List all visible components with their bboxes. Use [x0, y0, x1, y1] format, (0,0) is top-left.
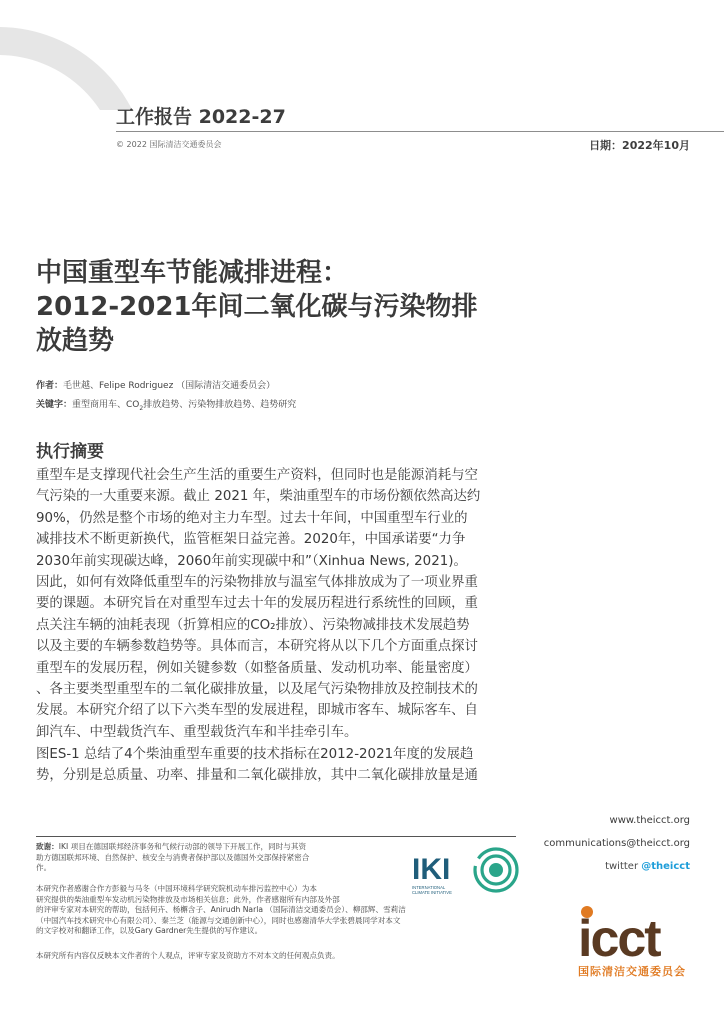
keywords-label: 关键字：	[36, 400, 73, 410]
icct-logo-text: icct	[578, 910, 660, 968]
acknowledgment-note	[36, 842, 396, 874]
footnote-line: 的文字校对和翻译工作，以及Gary Gardner先生提供的写作建议。	[36, 926, 263, 936]
authors-value: 毛世越、Felipe Rodriguez （国际清洁交通委员会）	[63, 381, 276, 391]
paragraph-line: 重型车的发展历程，例如关键参数（如整备质量、发动机功率、能量密度）	[36, 660, 478, 676]
copyright-notice: © 2022 国际清洁交通委员会	[116, 140, 222, 149]
paragraph-line: 重型车是支撑现代社会生产生活的重要生产资料，但同时也是能源消耗与空	[36, 468, 478, 483]
footnote-line: 本研究作者感谢合作方彭毅与马冬（中国环境科学研究院机动车排污监控中心）为本	[36, 884, 317, 893]
website-link[interactable]: www.theicct.org	[609, 815, 690, 826]
paragraph-line: 发展。本研究介绍了以下六类车型的发展进程，即城市客车、城际客车、自	[36, 703, 478, 719]
iki-ring-center	[489, 863, 503, 877]
footnote-divider	[36, 836, 516, 837]
section-heading-executive-summary: 执行摘要	[36, 442, 104, 462]
paragraph-line: 气污染的一大重要来源。截止 2021 年，柴油重型车的市场份额依然高达约	[36, 489, 481, 505]
footnote-line: 作。	[36, 863, 52, 873]
twitter-label: twitter	[605, 861, 639, 872]
acknowledgment-label: 致谢：	[36, 842, 59, 851]
report-number: 工作报告 2022-27	[116, 106, 286, 128]
iki-logo	[412, 846, 522, 896]
title-line-1: 中国重型车节能减排进程：	[36, 258, 349, 288]
keywords-value-end: 排放趋势、污染物排放趋势、趋势研究	[143, 400, 297, 410]
paragraph-line: 90%，仍然是整个市场的绝对主力车型。过去十年间，中国重型车行业的	[36, 510, 468, 526]
paragraph-line: 、各主要类型重型车的二氧化碳排放量，以及尾气污染物排放及控制技术的	[36, 682, 478, 698]
footnote-line: 的评审专家对本研究的帮助，包括何卉、杨檞含子、Anirudh Narla （国际清洁交通委员会）、柳邵辉、雪莉洁	[36, 905, 406, 914]
iki-logo-subtitle-1: INTERNATIONAL	[412, 885, 446, 890]
footnote-text: IKI 项目在德国联邦经济事务和气候行动部的领导下开展工作，同时与其资	[58, 842, 307, 851]
iki-logo-text: IKI	[412, 853, 451, 886]
footnote-line: 助方德国联邦环境、自然保护、核安全与消费者保护部以及德国外交部保持紧密合	[36, 852, 310, 862]
icct-chinese-name: 国际清洁交通委员会	[578, 965, 686, 978]
disclaimer-note: 本研究所有内容仅反映本文作者的个人观点，评审专家及资助方不对本文的任何观点负责。	[36, 951, 340, 960]
paragraph-line: 要的课题。本研究旨在对重型车过去十年的发展历程进行系统性的回顾，重	[36, 596, 478, 612]
paragraph-line: 因此，如何有效降低重型车的污染物排放与温室气体排放成为了一项业界重	[36, 575, 478, 591]
summary-paragraph-1	[36, 465, 524, 743]
twitter-handle: @theicct	[641, 861, 690, 872]
keywords-subscript: 2	[139, 404, 144, 412]
publication-date: 日期：2022年10月	[589, 139, 690, 152]
page-title	[36, 256, 556, 358]
paragraph-line: 减排技术不断更新换代，监管框架日益完善。2020年，中国承诺要“力争	[36, 532, 466, 548]
header-divider	[116, 131, 724, 132]
email-link[interactable]: communications@theicct.org	[543, 838, 690, 849]
keywords-line	[36, 397, 296, 412]
title-line-3: 放趋势	[36, 326, 115, 356]
keywords-value-start: 重型商用车、CO	[72, 400, 140, 410]
title-line-2: 2012-2021年间二氧化碳与污染物排	[36, 292, 478, 322]
authors-label: 作者：	[36, 381, 64, 391]
footnote-line	[36, 842, 396, 853]
authors-line	[36, 378, 275, 391]
paragraph-line: 点关注车辆的油耗表现（折算相应的CO₂排放）、污染物减排技术发展趋势	[36, 617, 470, 633]
iki-logo-subtitle-2: CLIMATE INITIATIVE	[412, 890, 452, 895]
paragraph-line: 2030年前实现碳达峰，2060年前实现碳中和”（Xinhua News, 2021)。	[36, 553, 467, 569]
footnote-line: （中国汽车技术研究中心有限公司）、秦兰芝（能源与交通创新中心），同时也感谢清华大学张碧晨同学对本文	[36, 915, 401, 925]
paragraph-line: 卸汽车、中型载货汽车、重型载货汽车和半挂牵引车。	[36, 724, 358, 740]
footnote-line: 研究提供的柴油重型车发动机污染物排放及市场相关信息；此外，作者感谢所有内部及外部	[36, 894, 340, 904]
paragraph-line: 以及主要的车辆参数趋势等。具体而言，本研究将从以下几个方面重点探讨	[36, 639, 478, 655]
paragraph-line: 图ES-1 总结了4个柴油重型车重要的技术指标在2012-2021年度的发展趋	[36, 747, 474, 762]
paragraph-line: 势，分别是总质量、功率、排量和二氧化碳排放，其中二氧化碳排放量是通	[36, 768, 478, 784]
thanks-note-narrow	[36, 884, 396, 905]
thanks-note-wide	[36, 905, 506, 937]
summary-paragraph-2	[36, 744, 524, 787]
twitter-link[interactable]	[605, 861, 690, 872]
